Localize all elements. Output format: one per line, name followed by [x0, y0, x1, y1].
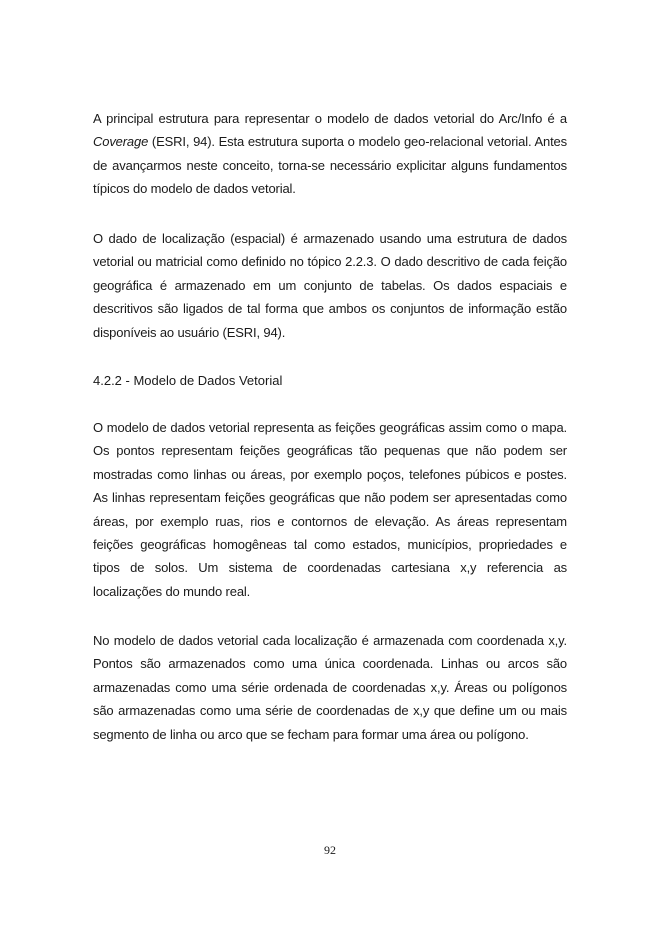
- paragraph-arcinfo-coverage: [93, 107, 567, 201]
- coverage-term: Coverage: [93, 134, 149, 150]
- paragraph-vector-model: O modelo de dados vetorial representa as feições geográficas assim como o mapa. Os pontos representam feições geográficas tão pequenas que não podem ser mostradas como linhas ou áreas, por exemplo poços, telefones púbicos e postes. As linhas representam feições geográficas que não podem ser apresentadas como áreas, por exemplo ruas, rios e contornos de elevação. As áreas representam feições geográficas homogêneas tal como estados, municípios, propriedades e tipos de solos. Um sistema de coordenadas cartesiana x,y referencia as localizações do mundo real.: [93, 420, 567, 599]
- paragraph-location-data: O dado de localização (espacial) é armazenado usando uma estrutura de dados vetorial ou matricial como definido no tópico 2.2.3. O dado descritivo de cada feição geográfica é armazenado em um conjunto de tabelas. Os dados espaciais e descritivos são ligados de tal forma que ambos os conjuntos de informação estão disponíveis ao usuário (ESRI, 94).: [93, 231, 567, 340]
- paragraph-text: (ESRI, 94). Esta estrutura suporta o modelo geo-relacional vetorial. Antes de avançarmos neste conceito, torna-se necessário explicitar alguns fundamentos típicos do modelo de dados vetorial.: [93, 134, 567, 197]
- section-heading: 4.2.2 - Modelo de Dados Vetorial: [93, 373, 283, 388]
- paragraph-coordinates: No modelo de dados vetorial cada localização é armazenada com coordenada x,y. Pontos são armazenados como uma única coordenada. Linhas ou arcos são armazenadas como uma série ordenada de coordenadas x,y. Áreas ou polígonos são armazenadas como uma série de coordenadas de x,y que define um ou mais segmento de linha ou arco que se fecham para formar uma área ou polígono.: [93, 633, 567, 742]
- page-number: 92: [324, 843, 336, 857]
- document-page: [93, 0, 567, 936]
- paragraph-text: A principal estrutura para representar o modelo de dados vetorial do Arc/Info é a: [93, 111, 567, 126]
